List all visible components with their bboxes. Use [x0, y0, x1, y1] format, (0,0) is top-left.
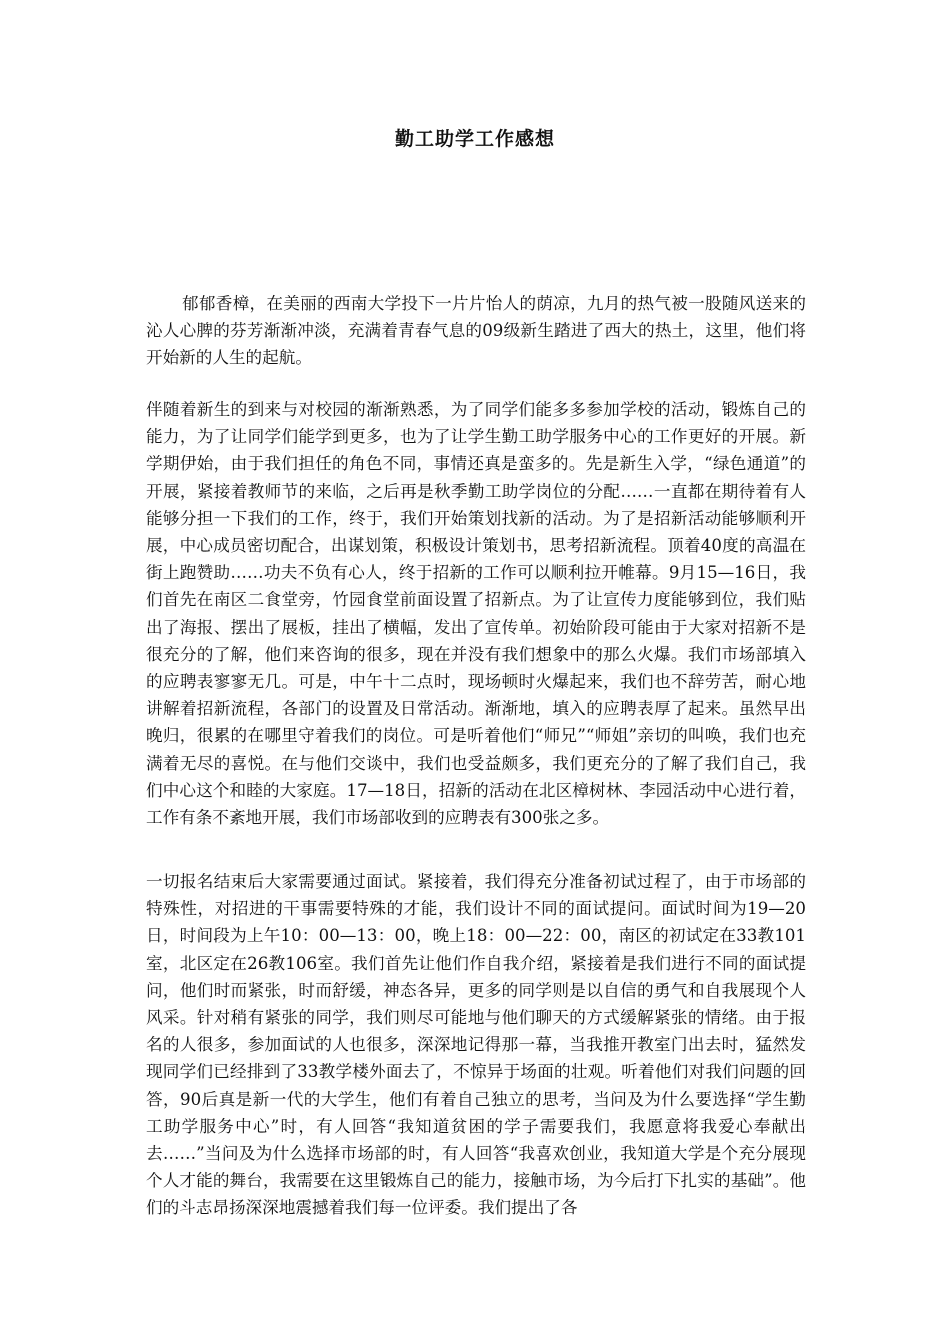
paragraph-2: 伴随着新生的到来与对校园的渐渐熟悉，为了同学们能多多参加学校的活动，锻炼自己的能力，为了让同学们能学到更多，也为了让学生勤工助学服务中心的工作更好的开展。新学期伊始，由于我们担任的角色不同，事情还真是蛮多的。先是新生入学，“绿色通道”的开展，紧接着教师节的来临，之后再是秋季勤工助学岗位的分配……一直都在期待着有人能够分担一下我们的工作，终于，我们开始策划找新的活动。为了是招新活动能够顺利开展，中心成员密切配合，出谋划策，积极设计策划书，思考招新流程。顶着40度的高温在街上跑赞助……功夫不负有心人，终于招新的工作可以顺利拉开帷幕。9月15—16日，我们首先在南区二食堂旁，竹园食堂前面设置了招新点。为了让宣传力度能够到位，我们贴出了海报、摆出了展板，挂出了横幅，发出了宣传单。初始阶段可能由于大家对招新不是很充分的了解，他们来咨询的很多，现在并没有我们想象中的那么火爆。我们市场部填入的应聘表寥寥无几。可是，中午十二点时，现场顿时火爆起来，我们也不辞劳苦，耐心地讲解着招新流程，各部门的设置及日常活动。渐渐地，填入的应聘表厚了起来。虽然早出晚归，很累的在哪里守着我们的岗位。可是听着他们“师兄”“师姐”亲切的叫唤，我们也充满着无尽的喜悦。在与他们交谈中，我们也受益颇多，我们更充分的了解了我们自己，我们中心这个和睦的大家庭。17—18日，招新的活动在北区樟树林、李园活动中心进行着，工作有条不紊地开展，我们市场部收到的应聘表有300张之多。	[146, 400, 806, 828]
paragraph-1: 郁郁香樟，在美丽的西南大学投下一片片怡人的荫凉，九月的热气被一股随风送来的沁人心脾的芬芳渐渐冲淡，充满着青春气息的09级新生踏进了西大的热土，这里，他们将开始新的人生的起航。	[146, 294, 806, 368]
paragraph-3: 一切报名结束后大家需要通过面试。紧接着，我们得充分准备初试过程了，由于市场部的特殊性，对招进的干事需要特殊的才能，我们设计不同的面试提问。面试时间为19—20日，时间段为上午10：00—13：00，晚上18：00—22：00，南区的初试定在33教101室，北区定在26教106室。我们首先让他们作自我介绍，紧接着是我们进行不同的面试提问，他们时而紧张，时而舒缓，神态各异，更多的同学则是以自信的勇气和自我展现个人风采。针对稍有紧张的同学，我们则尽可能地与他们聊天的方式缓解紧张的情绪。由于报名的人很多，参加面试的人也很多，深深地记得那一幕，当我推开教室门出去时，猛然发现同学们已经排到了33教学楼外面去了，不惊异于场面的壮观。听着他们对我们问题的回答，90后真是新一代的大学生，他们有着自己独立的思考，当问及为什么要选择“学生勤工助学服务中心”时，有人回答“我知道贫困的学子需要我们，我愿意将我爱心奉献出去……”当问及为什么选择市场部的时，有人回答“我喜欢创业，我知道大学是个充分展现个人才能的舞台，我需要在这里锻炼自己的能力，接触市场，为今后打下扎实的基础”。他们的斗志昂扬深深地震撼着我们每一位评委。我们提出了各	[146, 872, 806, 1218]
document-title: 勤工助学工作感想	[394, 128, 555, 150]
